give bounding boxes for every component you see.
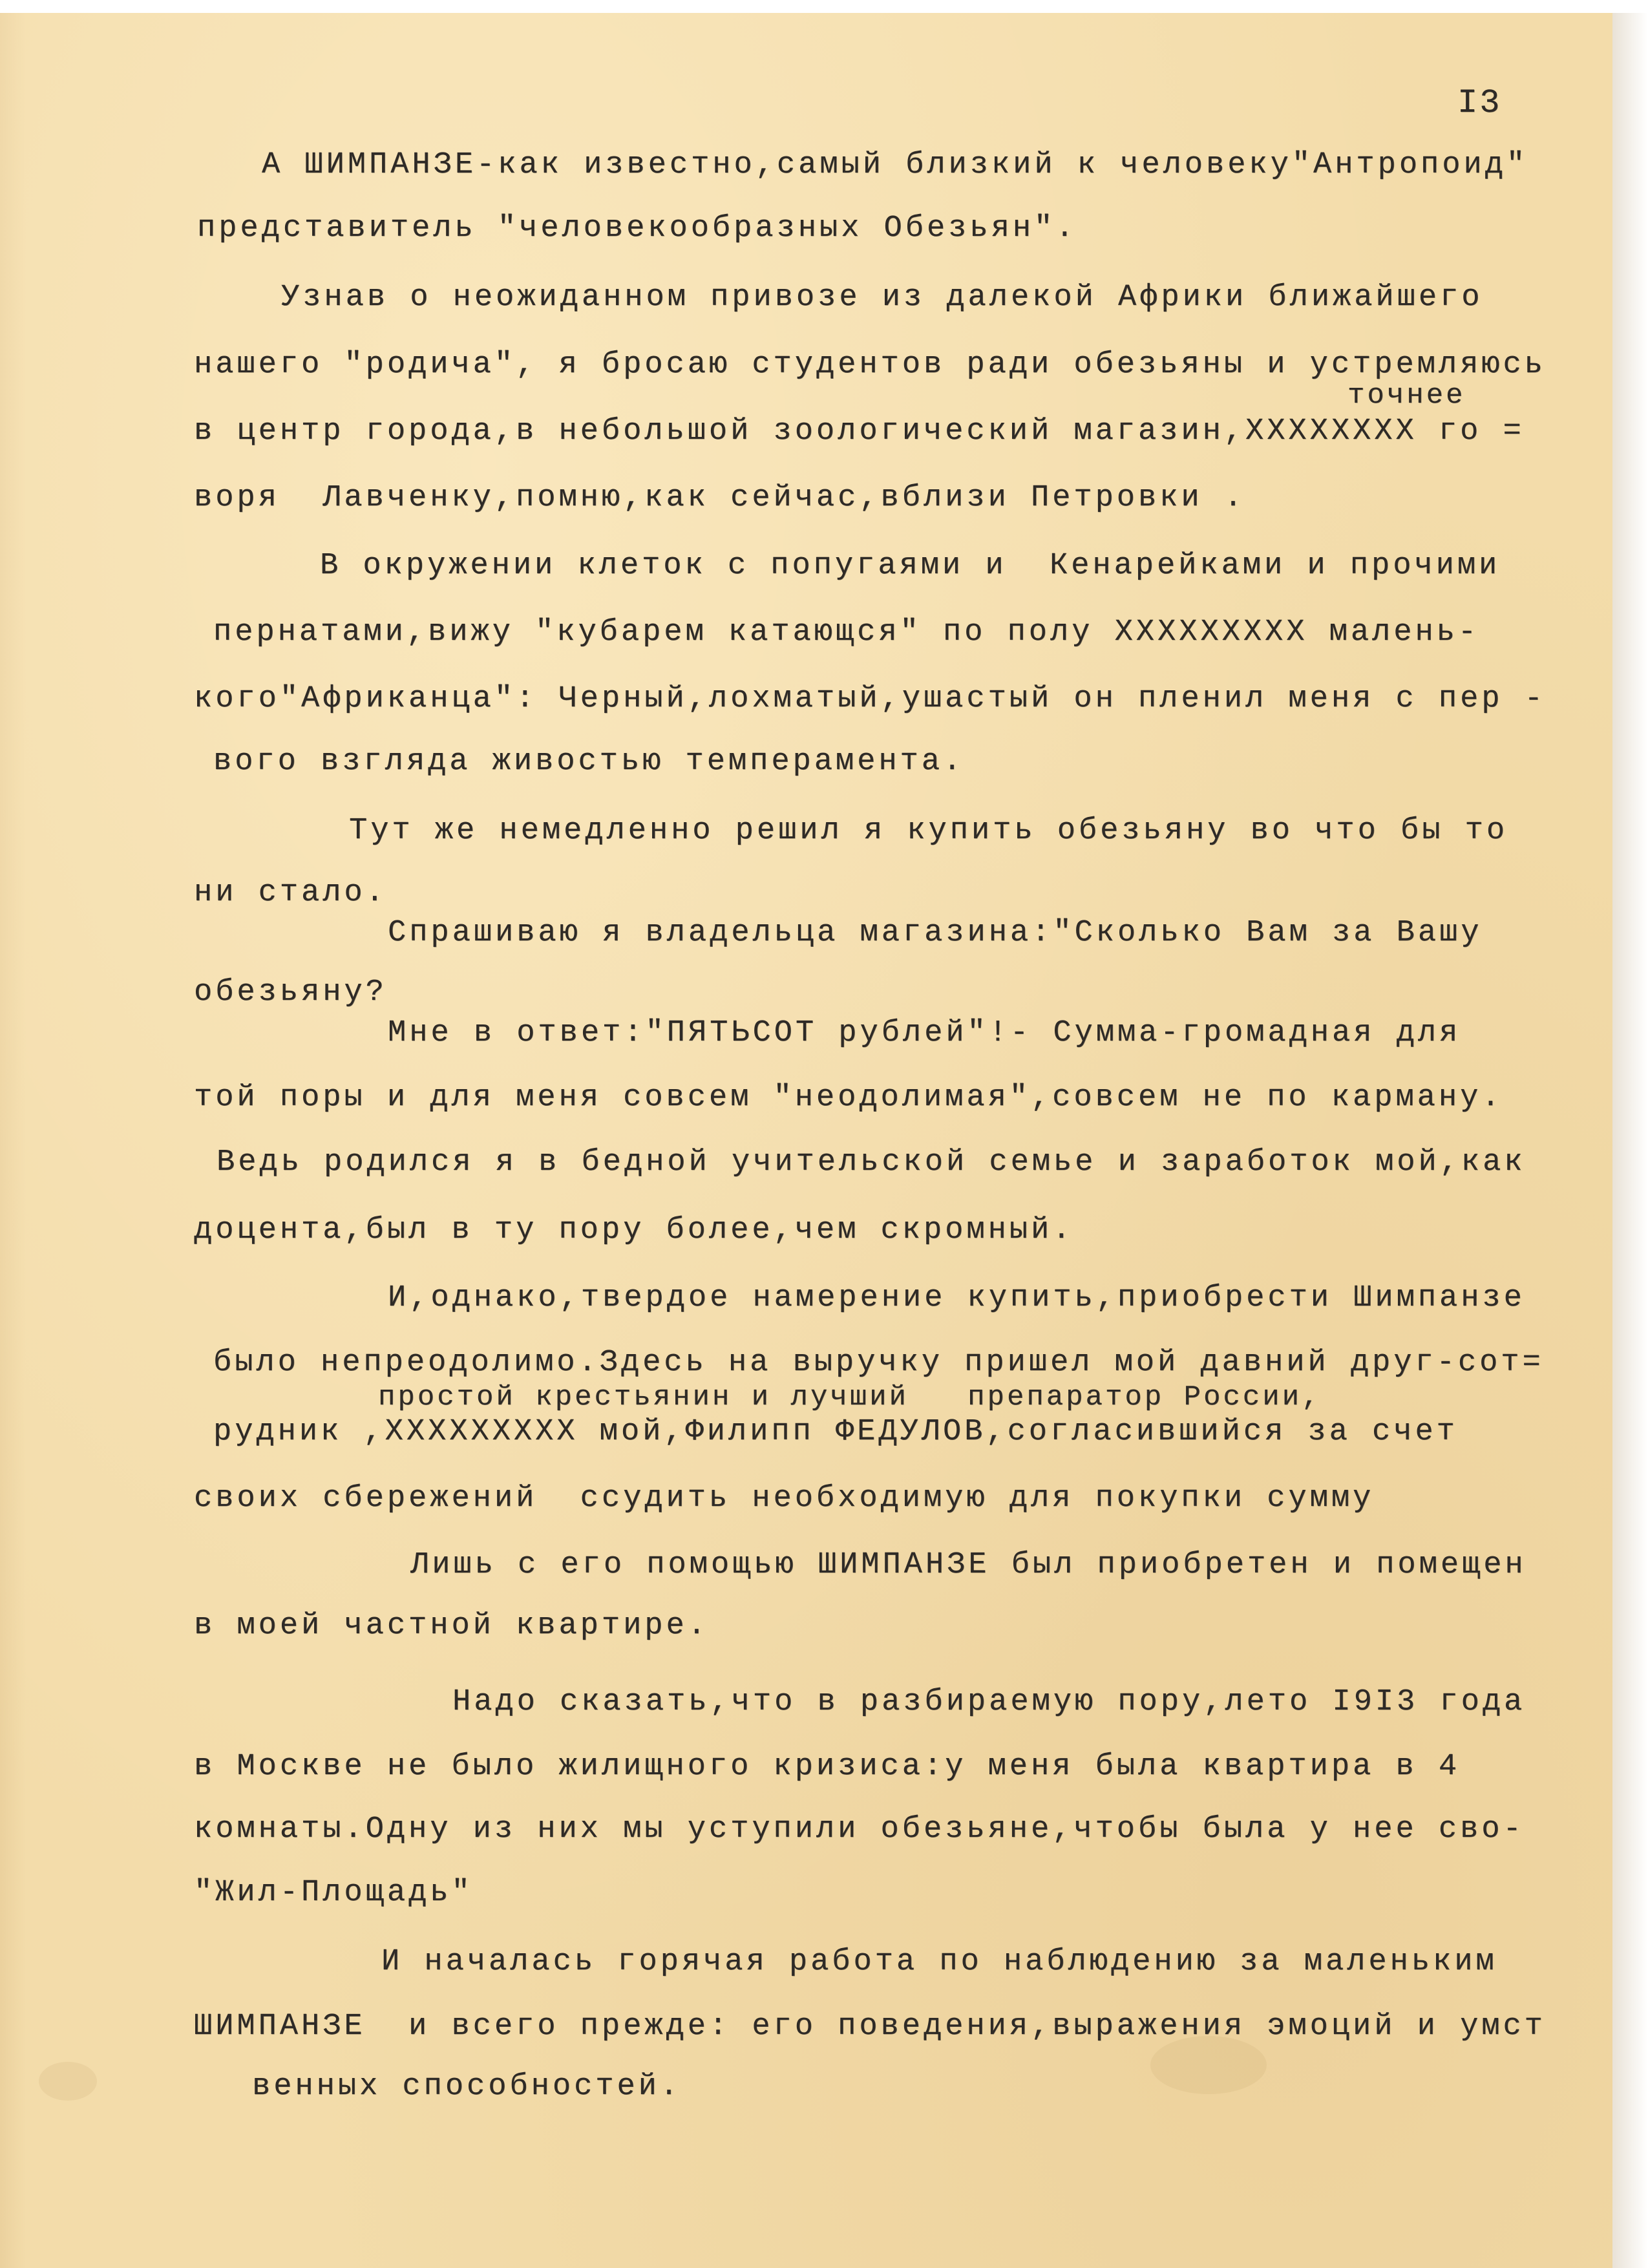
text-line: нашего "родича", я бросаю студентов ради обезьяны и устремляюсь bbox=[194, 348, 1546, 382]
text-line: ни стало. bbox=[194, 876, 387, 910]
text-line: кого"Африканца": Черный,лохматый,ушастый он пленил меня с пер - bbox=[194, 682, 1546, 716]
text-line: воря Лавченку,помню,как сейчас,вблизи Петровки . bbox=[194, 481, 1246, 515]
text-line: Тут же немедленно решил я купить обезьяну во что бы то bbox=[349, 814, 1508, 848]
text-line: вого взгляда живостью темперамента. bbox=[213, 745, 965, 779]
text-line: Мне в ответ:"ПЯТЬСОТ рублей"!- Сумма-громадная для bbox=[388, 1016, 1461, 1050]
text-line: Надо сказать,что в разбираемую пору,лето I9I3 года bbox=[452, 1685, 1526, 1719]
text-line: комнаты.Одну из них мы уступили обезьяне,чтобы была у нее сво- bbox=[194, 1812, 1525, 1847]
text-line: Спрашиваю я владельца магазина:"Сколько Вам за Вашу bbox=[388, 916, 1483, 950]
text-line: рудник ,ХХХХХХХХХ мой,Филипп ФЕДУЛОВ,согласившийся за счет bbox=[213, 1415, 1458, 1449]
text-line: И началась горячая работа по наблюдению за маленьким bbox=[381, 1945, 1497, 1979]
paper-stain bbox=[1150, 2036, 1267, 2094]
insertion-above-line: простой крестьянин и лучший препаратор России, bbox=[378, 1381, 1322, 1414]
text-line: "Жил-Площадь" bbox=[194, 1876, 473, 1910]
text-line: в моей частной квартире. bbox=[194, 1609, 709, 1643]
page-edge bbox=[1612, 13, 1648, 2268]
paper-stain bbox=[39, 2062, 97, 2101]
text-line: пернатами,вижу "кубарем катающся" по полу ХХХХХХХХХ малень- bbox=[213, 615, 1480, 650]
text-line: венных способностей. bbox=[252, 2070, 682, 2104]
text-line: было непреодолимо.Здесь на выручку пришел мой давний друг-сот= bbox=[213, 1346, 1544, 1380]
text-line: В окружении клеток с попугаями и Кенарейками и прочими bbox=[320, 549, 1501, 583]
text-line: в центр города,в небольшой зоологический магазин,ХХХХХХХХ го = bbox=[194, 414, 1525, 449]
text-line: Лишь с его помощью ШИМПАНЗЕ был приобретен и помещен bbox=[410, 1548, 1527, 1582]
text-line: А ШИМПАНЗЕ-как известно,самый близкий к человеку"Антропоид" bbox=[262, 148, 1528, 182]
text-line: Ведь родился я в бедной учительской семье и заработок мой,как bbox=[217, 1145, 1526, 1180]
text-line: представитель "человекообразных Обезьян". bbox=[197, 211, 1077, 246]
text-line: Узнав о неожиданном привозе из далекой Африки ближайшего bbox=[281, 281, 1483, 315]
text-line: доцента,был в ту пору более,чем скромный. bbox=[194, 1213, 1074, 1247]
text-line: в Москве не было жилищного кризиса:у меня была квартира в 4 bbox=[194, 1750, 1461, 1784]
text-line: И,однако,твердое намерение купить,приобрести Шимпанзе bbox=[388, 1281, 1525, 1315]
text-line: той поры и для меня совсем "неодолимая",совсем не по карману. bbox=[194, 1081, 1503, 1115]
text-line: ШИМПАНЗЕ и всего прежде: его поведения,выражения эмоций и умст bbox=[194, 2009, 1546, 2044]
insertion-above-line: точнее bbox=[1347, 379, 1466, 412]
text-line: своих сбережений ссудить необходимую для покупки сумму bbox=[194, 1481, 1375, 1516]
page-number: I3 bbox=[1457, 84, 1502, 122]
text-line: обезьяну? bbox=[194, 975, 387, 1010]
